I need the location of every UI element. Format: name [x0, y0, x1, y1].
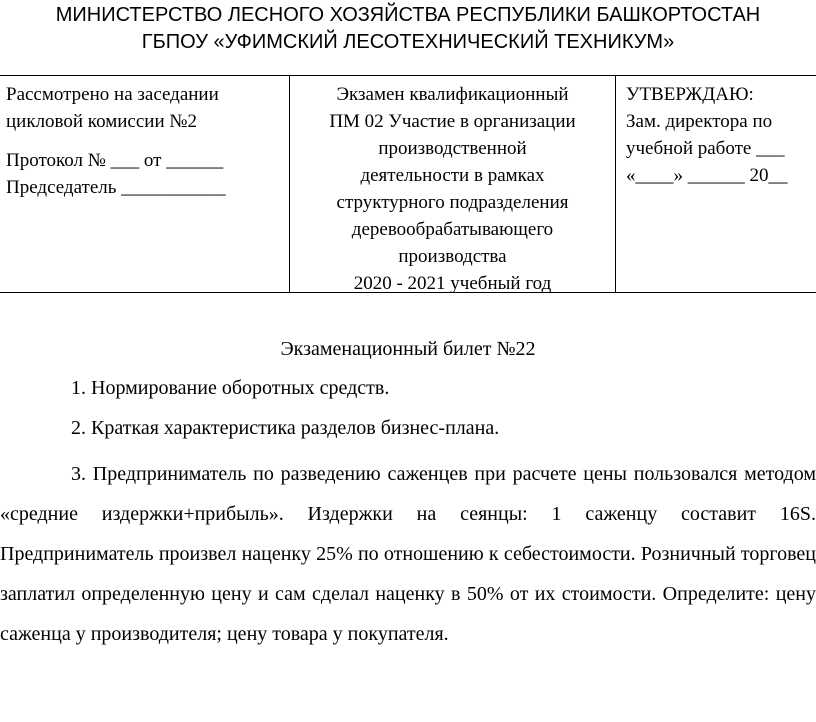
exam-line-6: деревообрабатывающего: [351, 219, 554, 240]
approval-cell: [616, 76, 816, 292]
approval-table: [0, 75, 816, 293]
approve-line-3: учебной работе ___: [626, 138, 785, 159]
academic-year: 2020 - 2021 учебный год: [353, 273, 552, 292]
chairman-line: Председатель ___________: [6, 177, 226, 198]
approve-line-2: Зам. директора по: [626, 111, 773, 132]
commission-line-2: цикловой комиссии №2: [6, 111, 197, 132]
exam-line-4: деятельности в рамках: [360, 165, 545, 186]
question-1: 1. Нормирование оборотных средств.: [71, 377, 390, 399]
commission-cell: [0, 76, 290, 292]
exam-line-3: производственной: [378, 138, 527, 159]
ticket-title: Экзаменационный билет №22: [280, 338, 536, 360]
exam-line-1: Экзамен квалификационный: [336, 84, 569, 105]
exam-line-7: производства: [398, 246, 507, 267]
exam-info-cell: [290, 76, 616, 292]
institution-name: ГБПОУ «УФИМСКИЙ ЛЕСОТЕХНИЧЕСКИЙ ТЕХНИКУМ»: [141, 31, 675, 53]
exam-line-2: ПМ 02 Участие в организации: [329, 111, 576, 132]
exam-line-5: структурного подразделения: [336, 192, 569, 213]
ministry-name: МИНИСТЕРСТВО ЛЕСНОГО ХОЗЯЙСТВА РЕСПУБЛИКИ БАШКОРТОСТАН: [55, 4, 761, 26]
approve-date-line: «____» ______ 20__: [626, 165, 788, 186]
approve-heading: УТВЕРЖДАЮ:: [626, 84, 754, 105]
protocol-line: Протокол № ___ от ______: [6, 150, 224, 171]
commission-line-1: Рассмотрено на заседании: [6, 84, 219, 105]
question-2: 2. Краткая характеристика разделов бизнес-плана.: [71, 417, 500, 439]
document-header: [0, 2, 816, 56]
question-3: 3. Предприниматель по разведению саженцев при расчете цены пользовался методом «средние издержки+прибыль». Издержки на сеянцы: 1 саженцу составит 16S. Предприниматель произвел наценку 25% по отношению к себестоимости. Розничный торговец заплатил определенную цену и сам сделал наценку в 50% от их стоимости. Определите: цену саженца у производителя; цену товара у покупателя.: [0, 463, 816, 645]
